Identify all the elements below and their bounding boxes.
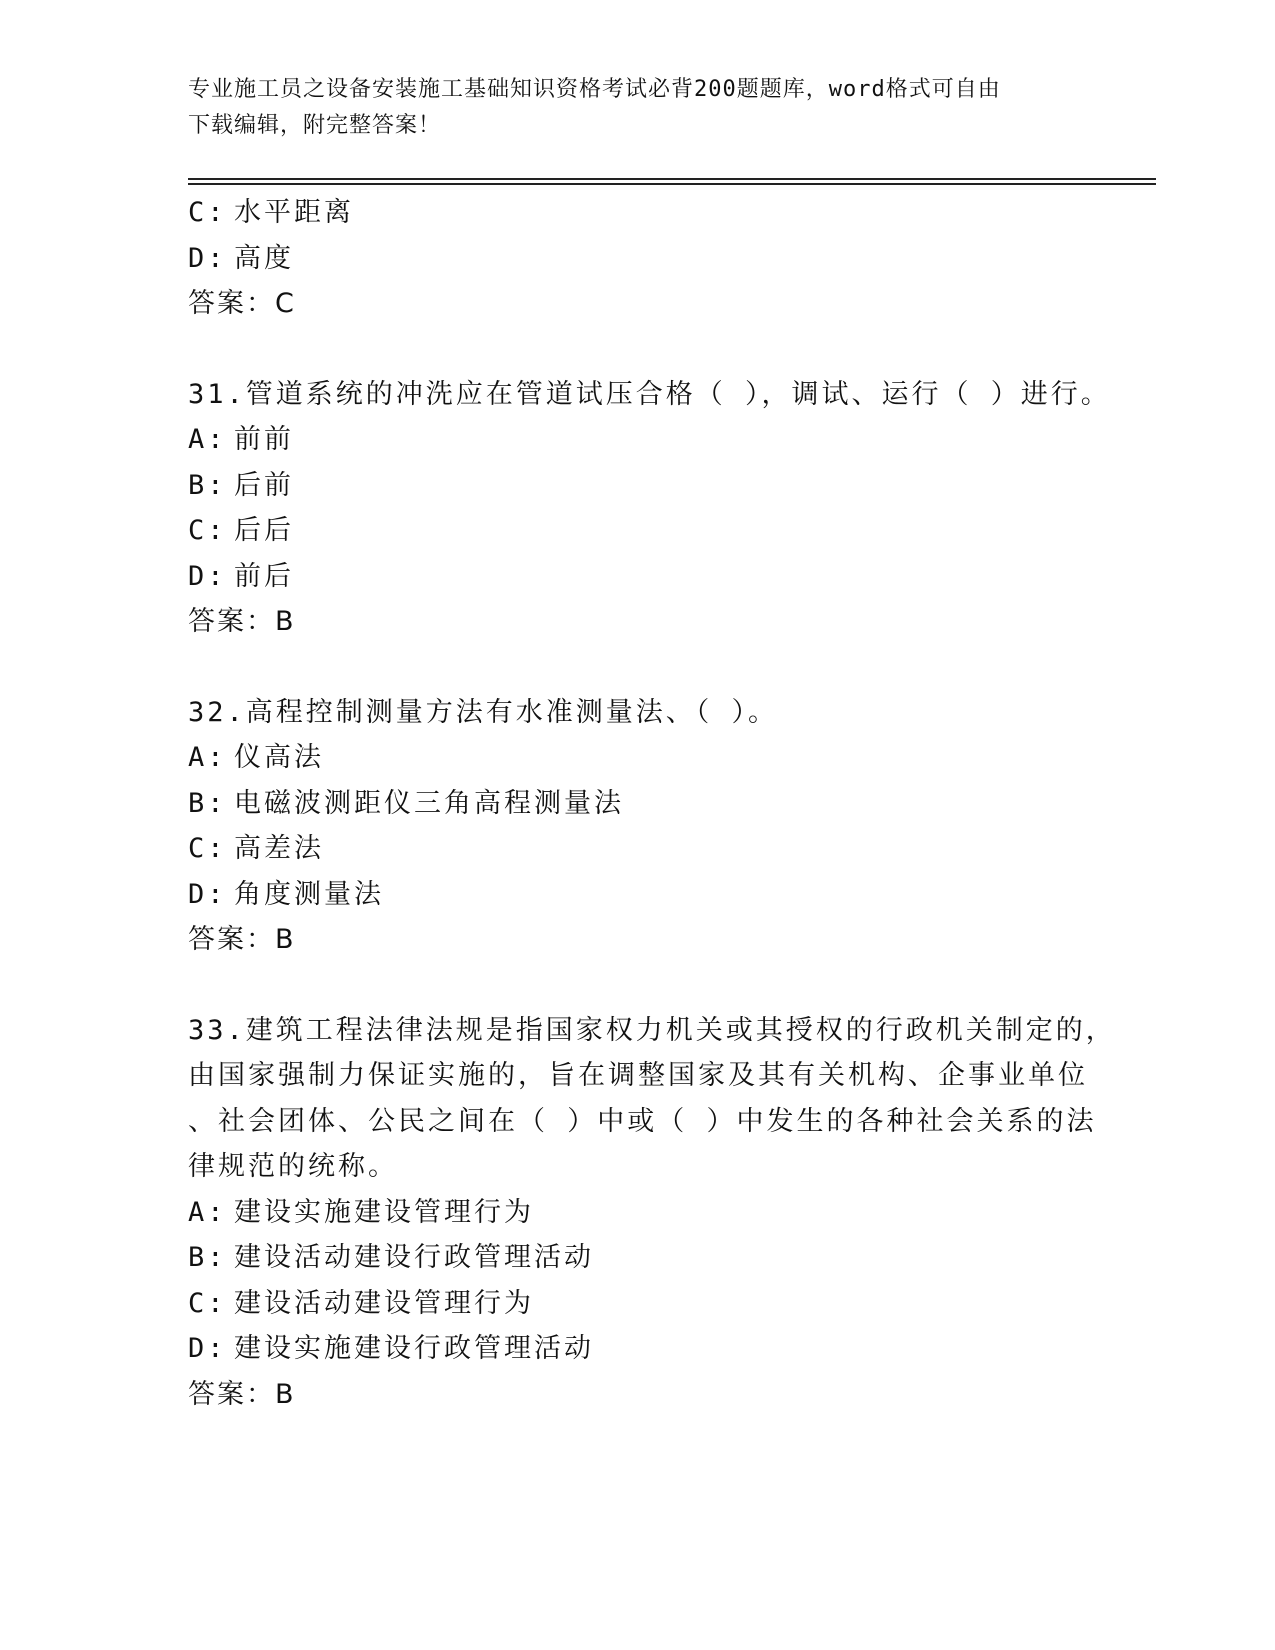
option-label: B: xyxy=(188,787,227,819)
header-divider-top xyxy=(188,178,1156,180)
option-label: D: xyxy=(188,878,227,910)
option-text: 高度 xyxy=(234,242,294,274)
option-a xyxy=(188,1190,1088,1236)
option-text: 后后 xyxy=(234,515,294,546)
document-body xyxy=(188,190,1116,1417)
option-text: 仪高法 xyxy=(234,742,324,773)
question-stem-line-4: 律规范的统称。 xyxy=(188,1151,398,1182)
option-b xyxy=(188,463,1088,509)
option-c xyxy=(188,1281,1088,1327)
option-a xyxy=(188,417,1088,463)
option-text: 前前 xyxy=(234,424,294,455)
option-label: A: xyxy=(188,1196,227,1228)
option-text: 建设活动建设行政管理活动 xyxy=(234,1242,594,1273)
document-header xyxy=(188,72,1088,144)
option-text: 建设实施建设管理行为 xyxy=(234,1196,534,1228)
header-line-1: 专业施工员之设备安装施工基础知识资格考试必背200题题库，word格式可自由 xyxy=(188,77,1001,102)
answer-line: 答案：B xyxy=(188,1378,296,1410)
question-30-continuation xyxy=(188,190,1088,327)
option-text: 角度测量法 xyxy=(234,878,384,910)
question-stem-line-3: 、社会团体、公民之间在（ ）中或（ ）中发生的各种社会关系的法 xyxy=(188,1105,1097,1137)
option-label: D: xyxy=(188,1333,227,1364)
question-31 xyxy=(188,372,1111,645)
option-text: 水平距离 xyxy=(234,197,354,228)
option-label: A: xyxy=(188,742,227,773)
option-label: A: xyxy=(188,424,227,455)
option-d xyxy=(188,1326,1088,1372)
option-d xyxy=(188,236,1088,282)
option-a xyxy=(188,735,1088,781)
question-stem-line-1: 33.建筑工程法律法规是指国家权力机关或其授权的行政机关制定的， xyxy=(188,1014,1116,1046)
answer-line: 答案：B xyxy=(188,606,296,637)
question-32 xyxy=(188,690,1088,963)
option-c xyxy=(188,826,1088,872)
question-stem: 32.高程控制测量方法有水准测量法、（ ）。 xyxy=(188,696,779,728)
question-33 xyxy=(188,1008,1116,1418)
question-stem-line-2: 由国家强制力保证实施的，旨在调整国家及其有关机构、企事业单位 xyxy=(188,1060,1088,1091)
option-text: 电磁波测距仪三角高程测量法 xyxy=(234,787,624,819)
option-text: 前后 xyxy=(234,560,294,592)
option-label: C: xyxy=(188,833,227,864)
option-label: D: xyxy=(188,242,227,274)
option-d xyxy=(188,554,1088,600)
option-label: C: xyxy=(188,1287,227,1319)
option-c xyxy=(188,190,1088,236)
option-text: 建设实施建设行政管理活动 xyxy=(234,1333,594,1364)
option-label: D: xyxy=(188,560,227,592)
answer-line: 答案：C xyxy=(188,288,296,319)
option-c xyxy=(188,508,1088,554)
option-b xyxy=(188,781,1088,827)
header-line-2: 下载编辑，附完整答案！ xyxy=(188,113,442,138)
option-b xyxy=(188,1235,1088,1281)
option-label: B: xyxy=(188,1242,227,1273)
option-label: B: xyxy=(188,469,227,501)
option-text: 高差法 xyxy=(234,833,324,864)
header-divider-bottom xyxy=(188,183,1156,185)
answer-line: 答案：B xyxy=(188,924,296,955)
question-stem: 31.管道系统的冲洗应在管道试压合格（ ），调试、运行（ ）进行。 xyxy=(188,378,1111,410)
option-text: 建设活动建设管理行为 xyxy=(234,1287,534,1319)
option-label: C: xyxy=(188,515,227,546)
option-text: 后前 xyxy=(234,469,294,501)
option-d xyxy=(188,872,1088,918)
option-label: C: xyxy=(188,197,227,228)
